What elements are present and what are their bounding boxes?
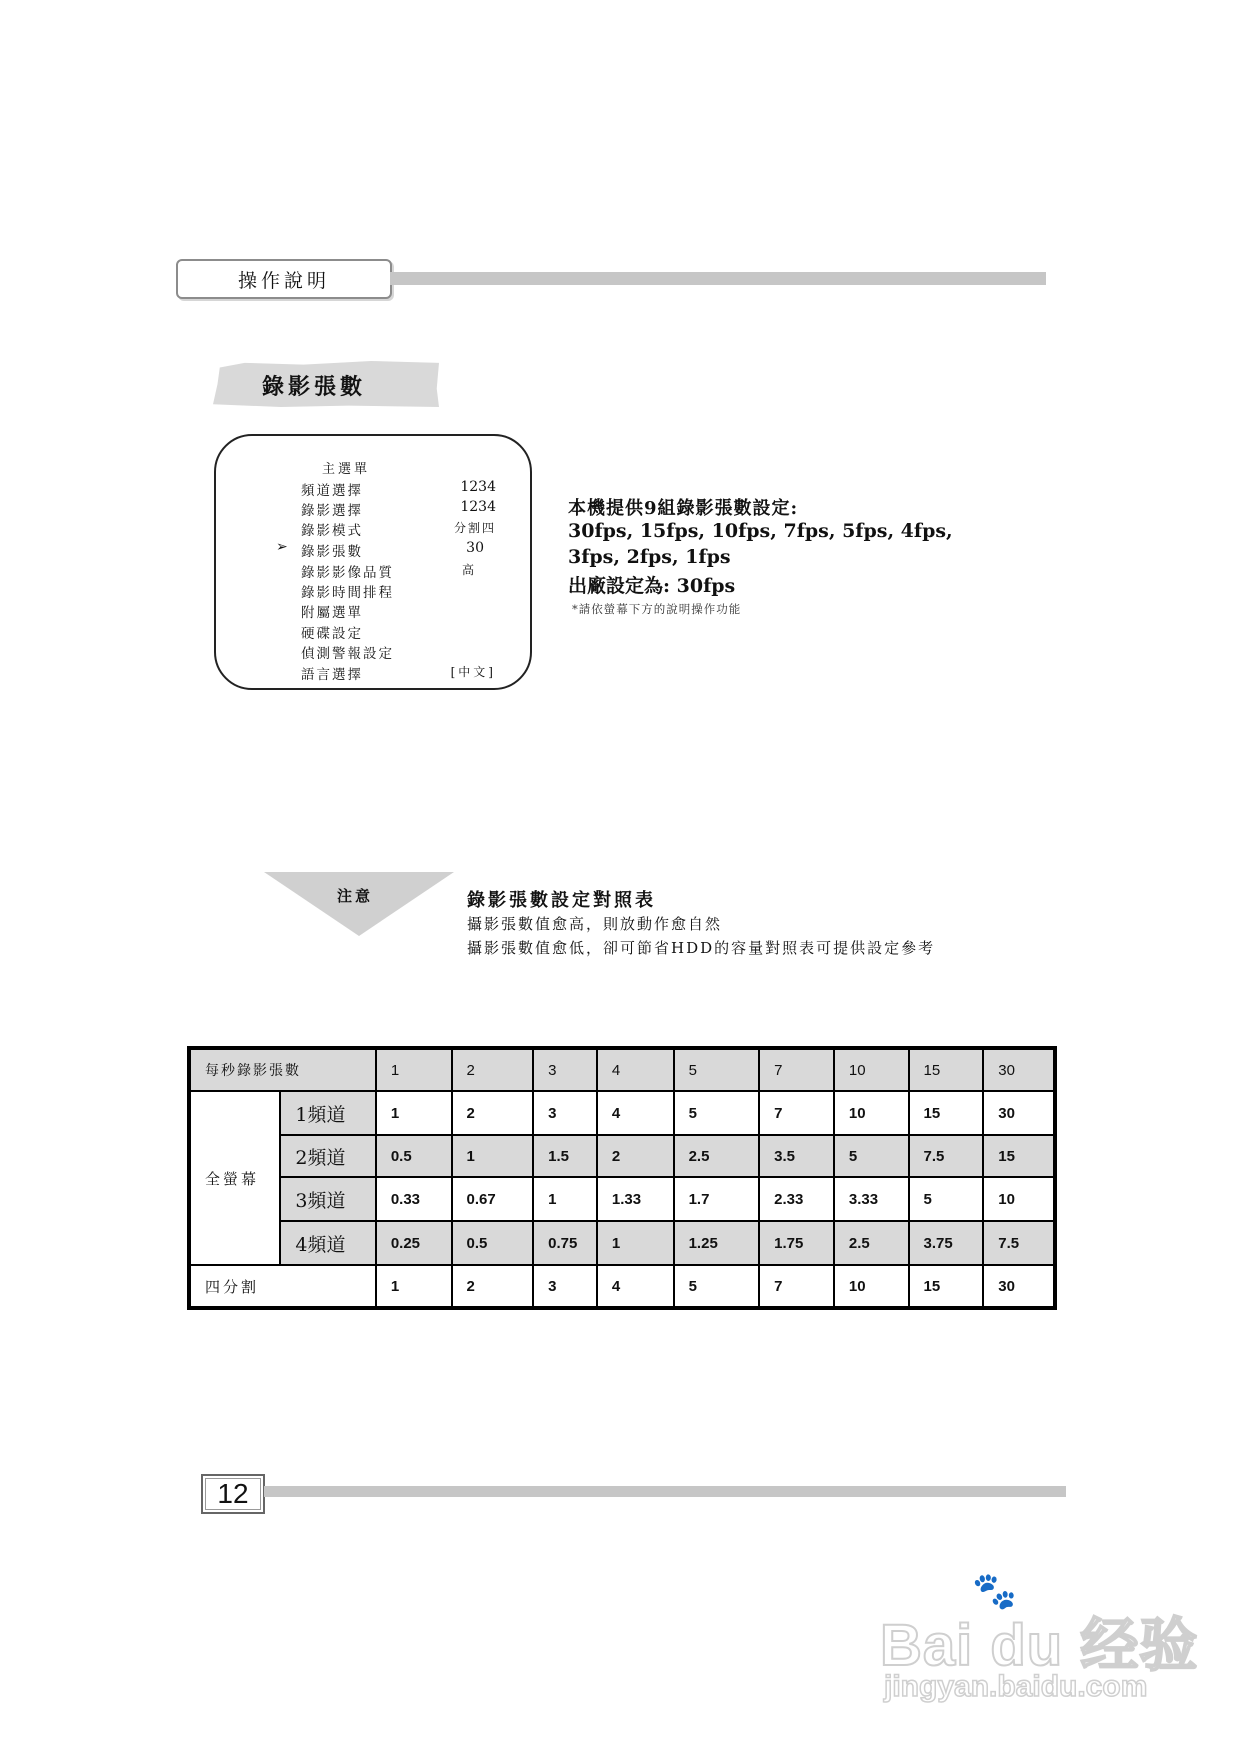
table-channel-label: 3頻道 bbox=[280, 1177, 375, 1221]
table-header-cell: 1 bbox=[376, 1048, 452, 1091]
table-cell: 1 bbox=[533, 1177, 597, 1221]
table-cell: 0.5 bbox=[452, 1221, 534, 1265]
table-cell: 30 bbox=[983, 1265, 1055, 1308]
table-cell: 30 bbox=[983, 1091, 1055, 1135]
table-row bbox=[189, 1091, 1055, 1135]
osd-menu-item-label: 錄影模式 bbox=[301, 523, 363, 539]
table-cell: 5 bbox=[674, 1265, 760, 1308]
table-header-cell: 5 bbox=[674, 1048, 760, 1091]
table-cell: 7.5 bbox=[983, 1221, 1055, 1265]
osd-menu-item-label: 錄影影像品質 bbox=[301, 565, 394, 581]
page-number-box bbox=[201, 1474, 265, 1514]
osd-menu-item-label: 頻道選擇 bbox=[301, 483, 363, 499]
note-line: 攝影張數值愈低，卻可節省HDD的容量對照表可提供設定參考 bbox=[467, 939, 936, 957]
table-cell: 0.67 bbox=[452, 1177, 534, 1221]
table-cell: 3.33 bbox=[834, 1177, 909, 1221]
table-cell: 2 bbox=[452, 1091, 534, 1135]
table-cell: 1 bbox=[376, 1265, 452, 1308]
footer-rule bbox=[264, 1486, 1066, 1497]
osd-menu-item bbox=[276, 519, 516, 539]
table-cell: 7 bbox=[759, 1265, 834, 1308]
watermark-url: jingyan.baidu.com bbox=[884, 1670, 1148, 1703]
table-cell: 2.5 bbox=[674, 1135, 760, 1177]
table-cell: 0.25 bbox=[376, 1221, 452, 1265]
osd-menu-item-value: 1234 bbox=[460, 479, 496, 495]
table-header-cell: 4 bbox=[597, 1048, 674, 1091]
osd-menu-item-value: 30 bbox=[466, 540, 484, 556]
table-header-label: 每秒錄影張數 bbox=[189, 1048, 376, 1091]
table-channel-label: 1頻道 bbox=[280, 1091, 375, 1135]
table-cell: 2 bbox=[452, 1265, 534, 1308]
osd-menu-item-selected bbox=[276, 540, 516, 560]
table-cell: 5 bbox=[909, 1177, 984, 1221]
osd-menu-item-label: 語言選擇 bbox=[301, 667, 363, 683]
osd-menu-item bbox=[276, 663, 516, 683]
section-title: 錄影張數 bbox=[262, 374, 367, 400]
table-header-cell: 30 bbox=[983, 1048, 1055, 1091]
osd-menu-item-value: 高 bbox=[461, 563, 474, 577]
table-cell: 1.75 bbox=[759, 1221, 834, 1265]
osd-menu-item-label: 附屬選單 bbox=[301, 605, 363, 621]
table-cell: 15 bbox=[983, 1135, 1055, 1177]
table-cell: 0.5 bbox=[376, 1135, 452, 1177]
table-channel-label: 2頻道 bbox=[280, 1135, 375, 1177]
fps-table bbox=[187, 1046, 1057, 1310]
osd-menu-item bbox=[276, 622, 516, 642]
osd-menu-item-label: 錄影張數 bbox=[301, 544, 363, 560]
osd-menu-item bbox=[276, 499, 516, 519]
osd-menu-item-value: 分割四 bbox=[453, 521, 496, 535]
table-cell: 5 bbox=[674, 1091, 760, 1135]
paw-logo-icon: 🐾 bbox=[972, 1571, 1017, 1612]
table-cell: 3.75 bbox=[909, 1221, 984, 1265]
table-header-cell: 15 bbox=[909, 1048, 984, 1091]
description-line: 3fps, 2fps, 1fps bbox=[568, 546, 731, 568]
osd-menu-item bbox=[276, 601, 516, 621]
table-cell: 3.5 bbox=[759, 1135, 834, 1177]
header-tab bbox=[176, 259, 392, 299]
table-header-cell: 2 bbox=[452, 1048, 534, 1091]
table-header-cell: 3 bbox=[533, 1048, 597, 1091]
table-cell: 3 bbox=[533, 1091, 597, 1135]
table-cell: 0.75 bbox=[533, 1221, 597, 1265]
table-row bbox=[189, 1265, 1055, 1308]
osd-menu-item bbox=[276, 561, 516, 581]
table-cell: 1.33 bbox=[597, 1177, 674, 1221]
note-line: 攝影張數值愈高，則放動作愈自然 bbox=[467, 915, 723, 933]
osd-menu-item bbox=[276, 642, 516, 662]
note-title: 錄影張數設定對照表 bbox=[467, 890, 656, 911]
cursor-arrow-icon: ➢ bbox=[276, 539, 288, 555]
table-cell: 4 bbox=[597, 1265, 674, 1308]
table-cell: 10 bbox=[834, 1265, 909, 1308]
osd-menu-item-label: 錄影時間排程 bbox=[301, 585, 394, 601]
osd-menu-item-value: 1234 bbox=[460, 499, 496, 515]
osd-menu-item bbox=[276, 479, 516, 499]
table-cell: 1.7 bbox=[674, 1177, 760, 1221]
table-row bbox=[189, 1135, 1055, 1177]
osd-menu-item-label: 錄影選擇 bbox=[301, 503, 363, 519]
table-cell: 2.5 bbox=[834, 1221, 909, 1265]
table-row bbox=[189, 1177, 1055, 1221]
description-note: *請依螢幕下方的說明操作功能 bbox=[572, 602, 742, 616]
note-label: 注意 bbox=[337, 887, 374, 905]
osd-menu-title: 主選單 bbox=[322, 462, 371, 477]
table-quad-label: 四分割 bbox=[189, 1265, 376, 1308]
table-cell: 15 bbox=[909, 1265, 984, 1308]
table-header-row bbox=[189, 1048, 1055, 1091]
osd-menu-item-label: 偵測警報設定 bbox=[301, 646, 394, 662]
watermark-logo: Bai du 经验 bbox=[880, 1613, 1199, 1678]
table-cell: 1 bbox=[597, 1221, 674, 1265]
header-tab-label: 操作說明 bbox=[237, 269, 330, 292]
osd-menu-item-label: 硬碟設定 bbox=[301, 626, 363, 642]
table-cell: 1.5 bbox=[533, 1135, 597, 1177]
table-cell: 7 bbox=[759, 1091, 834, 1135]
description-line: 本機提供9組錄影張數設定: bbox=[568, 498, 799, 519]
table-cell: 2.33 bbox=[759, 1177, 834, 1221]
header-rule bbox=[390, 272, 1046, 285]
table-cell: 1.25 bbox=[674, 1221, 760, 1265]
table-cell: 1 bbox=[376, 1091, 452, 1135]
table-row bbox=[189, 1221, 1055, 1265]
table-cell: 2 bbox=[597, 1135, 674, 1177]
table-channel-label: 4頻道 bbox=[280, 1221, 375, 1265]
table-cell: 10 bbox=[834, 1091, 909, 1135]
table-cell: 5 bbox=[834, 1135, 909, 1177]
osd-menu-item bbox=[276, 581, 516, 601]
table-cell: 3 bbox=[533, 1265, 597, 1308]
table-cell: 1 bbox=[452, 1135, 534, 1177]
table-cell: 10 bbox=[983, 1177, 1055, 1221]
osd-menu-item-value: [中文] bbox=[450, 665, 496, 679]
table-cell: 0.33 bbox=[376, 1177, 452, 1221]
table-header-cell: 10 bbox=[834, 1048, 909, 1091]
table-header-cell: 7 bbox=[759, 1048, 834, 1091]
table-cell: 7.5 bbox=[909, 1135, 984, 1177]
table-group-label: 全螢幕 bbox=[189, 1091, 280, 1265]
description-line: 出廠設定為: 30fps bbox=[568, 575, 736, 597]
page-number: 12 bbox=[217, 1478, 249, 1509]
table-cell: 4 bbox=[597, 1091, 674, 1135]
table-cell: 15 bbox=[909, 1091, 984, 1135]
description-line: 30fps, 15fps, 10fps, 7fps, 5fps, 4fps, bbox=[568, 520, 953, 542]
